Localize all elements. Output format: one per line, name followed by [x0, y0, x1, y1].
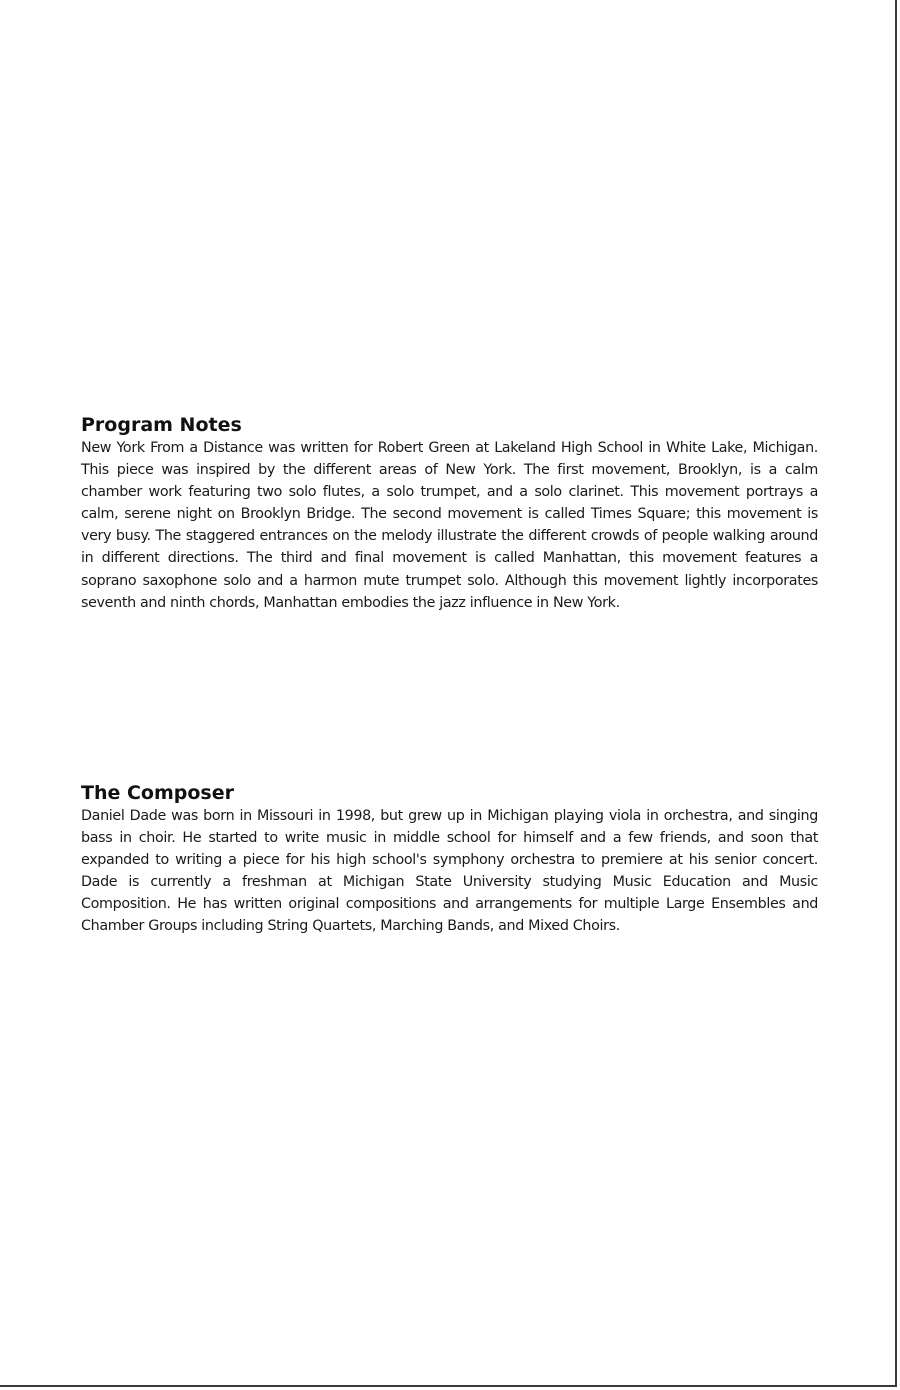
program-notes-heading: Program Notes — [81, 414, 242, 436]
program-notes-body: New York From a Distance was written for Robert Green at Lakeland High School in White Lake, Michigan. This piece was inspired by the different areas of New York. The first movement, Brooklyn, is a calm chamber work featuring two solo flutes, a solo trumpet, and a solo clarinet. This movement portrays a calm, serene night on Brooklyn Bridge. The second movement is called Times Square; this movement is very busy. The staggered entrances on the melody illustrate the different crowds of people walking around in different directions. The third and final movement is called Manhattan, this movement features a soprano saxophone solo and a harmon mute trumpet solo. Although this movement lightly incorporates seventh and ninth chords, Manhattan embodies the jazz influence in New York. — [81, 440, 818, 611]
composer-section — [81, 781, 818, 938]
composer-body: Daniel Dade was born in Missouri in 1998, but grew up in Michigan playing viola in orchestra, and singing bass in choir. He started to write music in middle school for himself and a few friends, and soon that expanded to writing a piece for his high school's symphony orchestra to premiere at his senior concert. Dade is currently a freshman at Michigan State University studying Music Education and Music Composition. He has written original compositions and arrangements for multiple Large Ensembles and Chamber Groups including String Quartets, Marching Bands, and Mixed Choirs. — [81, 808, 818, 935]
program-notes-section — [81, 413, 818, 614]
composer-heading: The Composer — [81, 782, 235, 804]
